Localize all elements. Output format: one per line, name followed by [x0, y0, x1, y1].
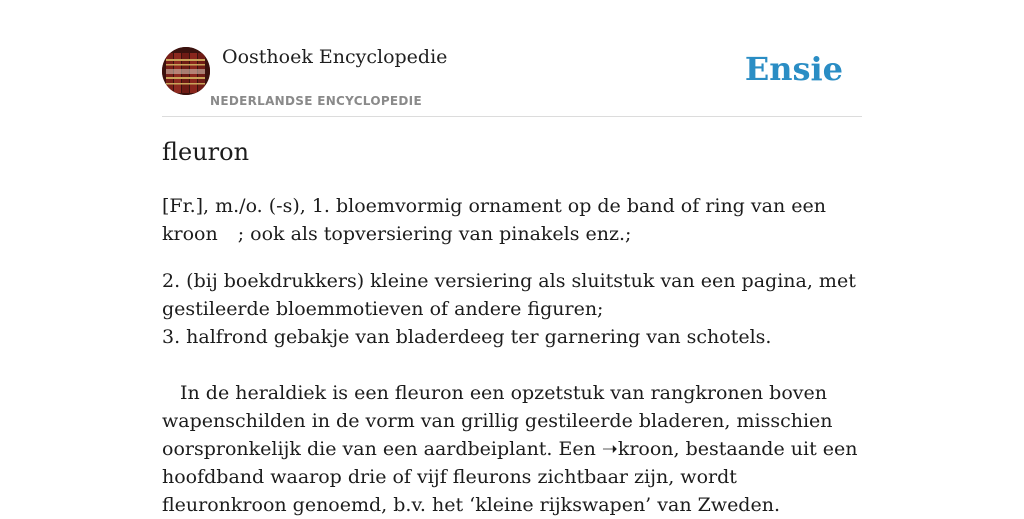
article-body: [162, 192, 862, 519]
site-name[interactable]: Oosthoek Encyclopedie: [222, 46, 448, 68]
definition-1: [162, 192, 862, 248]
brand-logo[interactable]: Ensie: [744, 50, 843, 88]
heraldry-text-1: In de heraldiek is een fleuron een opzetstuk van rangkronen boven wapenschilden in de vorm van grillig gestileerde bladeren, misschien oorspronkelijk die van een aardbeiplant. Een: [162, 382, 833, 460]
definition-1a: [Fr.], m./o. (-s), 1. bloemvormig ornament op de band of ring van een kroon: [162, 195, 826, 245]
encyclopedia-logo[interactable]: [162, 47, 210, 95]
definition-3: 3. halfrond gebakje van bladerdeeg ter garnering van schotels.: [162, 326, 772, 348]
heraldry-text-2: , bestaande uit een hoofdband waarop drie of vijf fleurons zichtbaar zijn, wordt fleuronkroon genoemd, b.v. het ‘kleine rijkswapen’ van Zweden.: [162, 438, 858, 516]
books-icon: [162, 47, 210, 95]
definition-1b: ; ook als topversiering van pinakels enz.;: [237, 223, 632, 245]
kroon-link[interactable]: ➝kroon: [601, 438, 674, 460]
heraldry-paragraph: [162, 379, 862, 519]
page-title: fleuron: [162, 138, 250, 166]
definition-2: 2. (bij boekdrukkers) kleine versiering als sluitstuk van een pagina, met gestileerde bloemmotieven of andere figuren;: [162, 270, 856, 320]
site-subtitle: NEDERLANDSE ENCYCLOPEDIE: [210, 94, 422, 108]
page: [162, 0, 862, 516]
site-header: [162, 0, 862, 117]
